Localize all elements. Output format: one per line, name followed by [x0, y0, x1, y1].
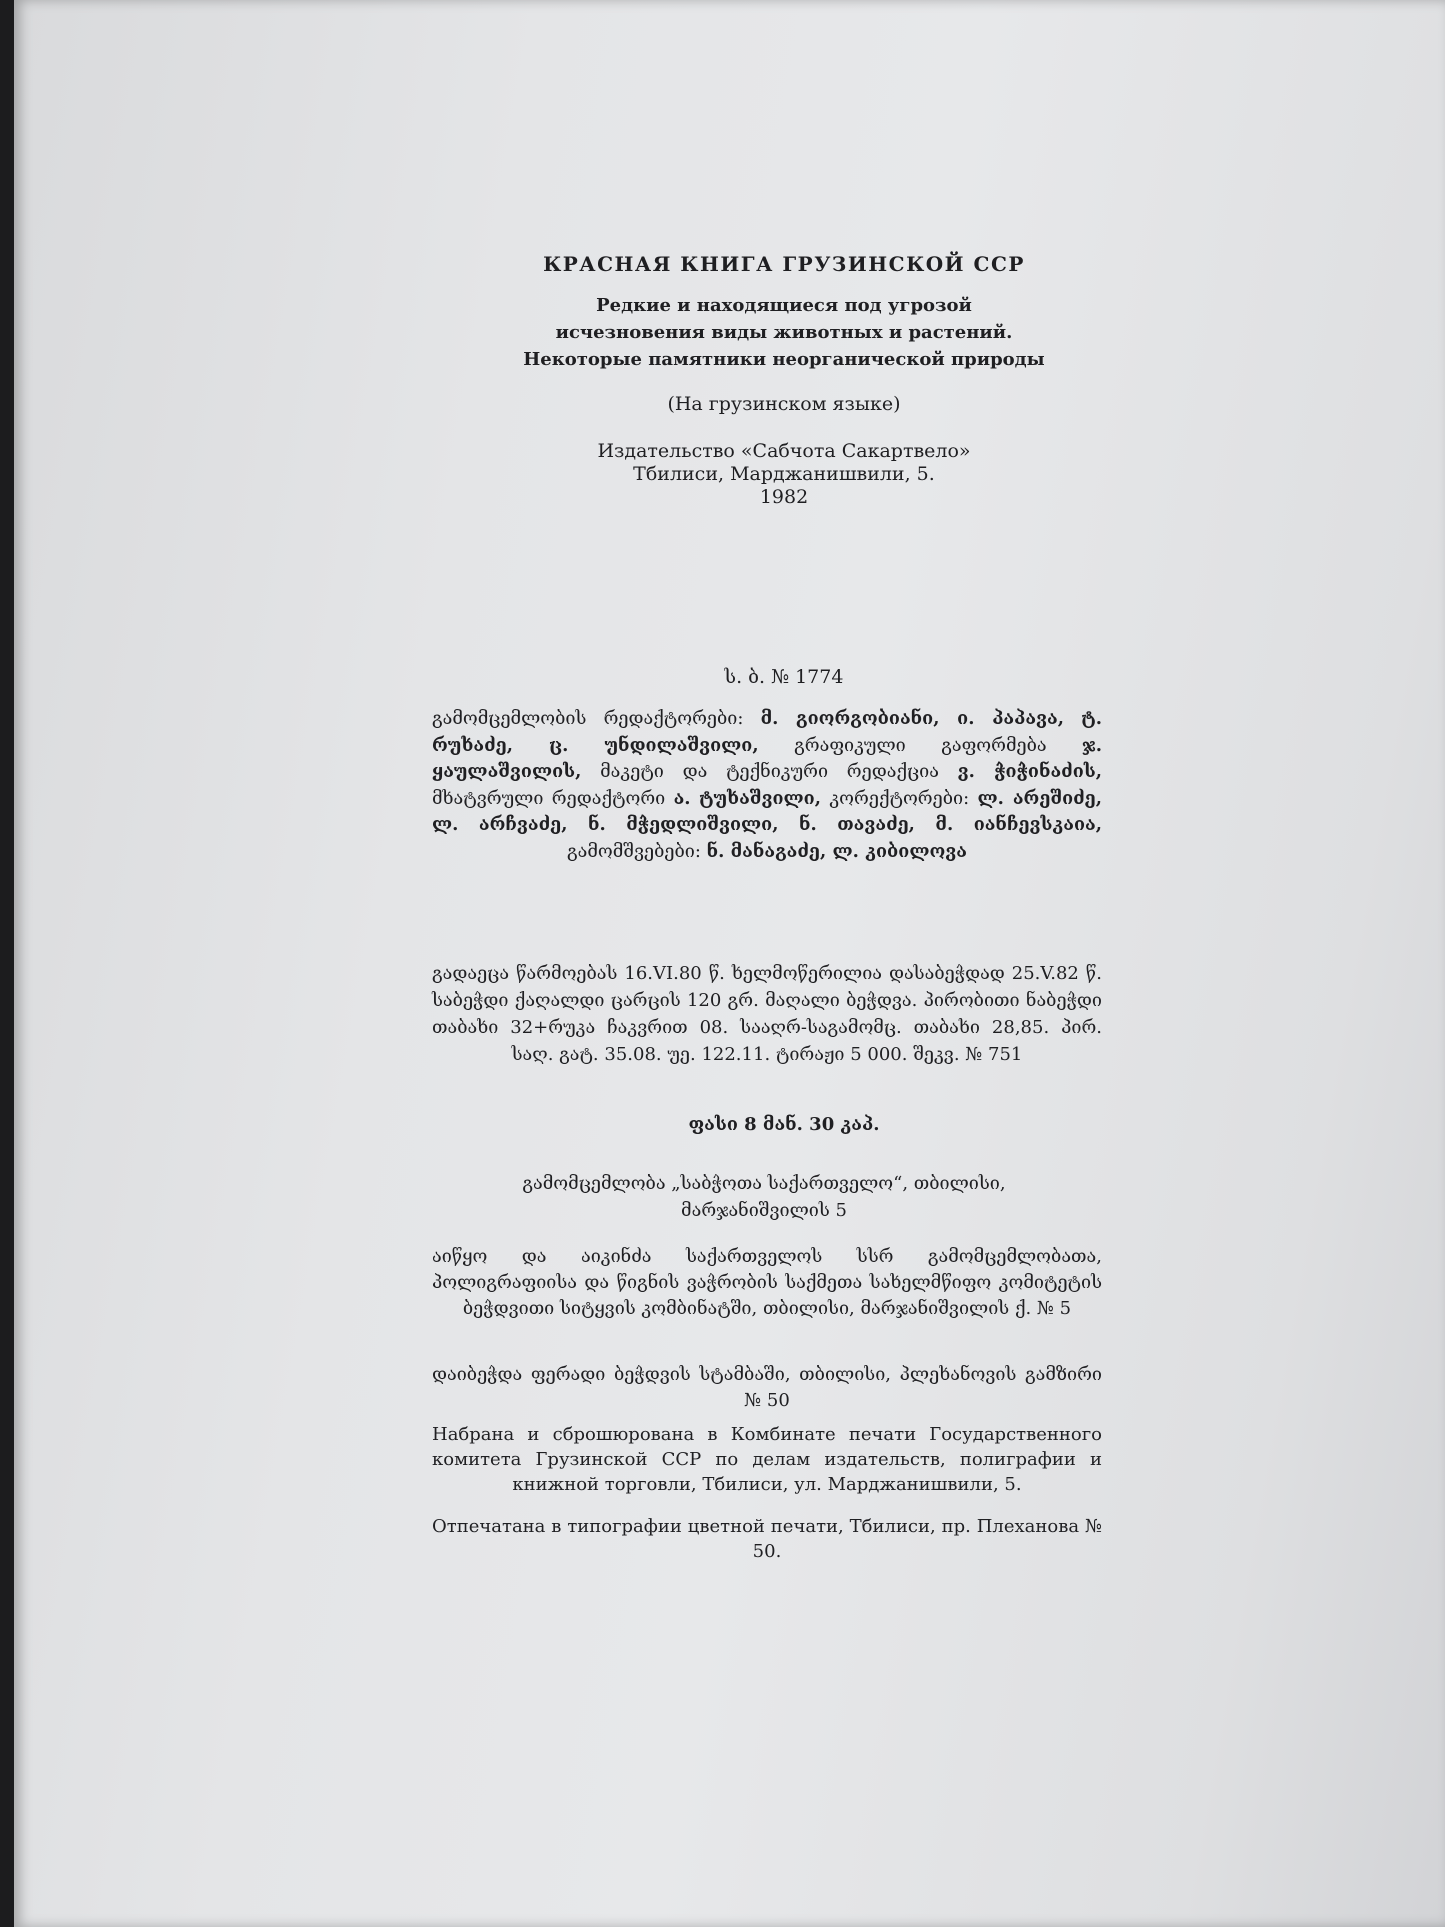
- subtitle-line: исчезновения виды животных и растений.: [555, 322, 1013, 343]
- credits-text: გამომცემლობის რედაქტორები:: [432, 708, 761, 729]
- printing-info-russian: Отпечатана в типографии цветной печати, Тбилиси, пр. Плеханова № 50.: [432, 1516, 1102, 1562]
- credits-names: ვ. ჭიჭინაძის,: [957, 761, 1102, 782]
- credits-text: გამომშვებები:: [567, 840, 707, 862]
- language-note: (На грузинском языке): [667, 393, 901, 415]
- order-number: ს. ბ. № 1774: [724, 666, 844, 688]
- print-details: გადაეცა წარმოებას 16.VI.80 წ. ხელმოწერილია დასაბეჭდად 25.V.82 წ. საბეჭდი ქაღალდი ცარცის 120 გრ. მაღალი ბეჭდვა. პირობითი ნაბეჭდი თაბახი 32+რუკა ჩაკვრით 08. სააღრ-საგამომც. თაბახი 28,85. პირ. საღ. გატ. 35.08. უე. 122.11. ტირაჟი 5 000. შეკვ. № 751: [432, 963, 1102, 1065]
- subtitle-line: Некоторые памятники неорганической природы: [523, 349, 1045, 370]
- editors-credits: [432, 706, 1102, 865]
- publisher-name: Издательство «Сабчота Сакартвело»: [597, 440, 971, 462]
- credits-names: ლ. არეშიძე, ლ. არჩვაძე, ნ. მჭედლიშვილი, ნ. თავაძე, მ. იანჩევსკაია,: [432, 787, 1102, 835]
- credits-text: გრაფიკული გაფორმება: [758, 734, 1083, 756]
- publisher-address: Тбилиси, Марджанишвили, 5.: [633, 463, 935, 485]
- credits-text: მხატვრული რედაქტორი: [432, 787, 674, 809]
- printing-info-georgian: დაიბეჭდა ფერადი ბეჭდვის სტამბაში, თბილისი, პლეხანოვის გამზირი № 50: [432, 1364, 1102, 1411]
- price: ფასი 8 მან. 30 კაპ.: [688, 1114, 880, 1135]
- subtitle-line: Редкие и находящиеся под угрозой: [596, 295, 972, 316]
- book-page: [14, 0, 1445, 1927]
- publication-year: 1982: [759, 486, 809, 508]
- credits-names: ა. ტუხაშვილი,: [673, 787, 821, 809]
- publisher-line: გამომცემლობა „საბჭოთა საქართველო“, თბილისი,: [522, 1173, 1006, 1194]
- typeset-info-georgian: აიწყო და აიკინძა საქართველოს სსრ გამომცემლობათა, პოლიგრაფიისა და წიგნის ვაჭრობის საქმეთა სახელმწიფო კომიტეტის ბეჭდვითი სიტყვის კომბინატში, თბილისი, მარჯანიშვილის ქ. № 5: [432, 1246, 1102, 1319]
- credits-names: მ. გიორგობიანი, ი. პაპავა, ტ. რუხაძე, ც. უნდილაშვილი,: [432, 708, 1102, 756]
- book-subtitle: [434, 292, 1134, 373]
- credits-text: კორექტორები:: [820, 787, 978, 809]
- typeset-info-russian: Набрана и сброшюрована в Комбинате печати Государственного комитета Грузинской ССР по делам издательств, полиграфии и книжной торговли, Тбилиси, ул. Марджанишвили, 5.: [432, 1424, 1102, 1495]
- publisher-line: მარჯანიშვილის 5: [681, 1200, 847, 1221]
- publisher-info-russian: [434, 440, 1134, 509]
- credits-names: ჯ. ყაულაშვილის,: [432, 734, 1102, 782]
- publisher-info-georgian: [454, 1170, 1074, 1224]
- book-title: КРАСНАЯ КНИГА ГРУЗИНСКОЙ ССР: [543, 252, 1025, 276]
- credits-names: ნ. მანაგაძე, ლ. კიბილოვა: [706, 840, 967, 862]
- credits-text: მაკეტი და ტექნიკური რედაქცია: [581, 761, 958, 782]
